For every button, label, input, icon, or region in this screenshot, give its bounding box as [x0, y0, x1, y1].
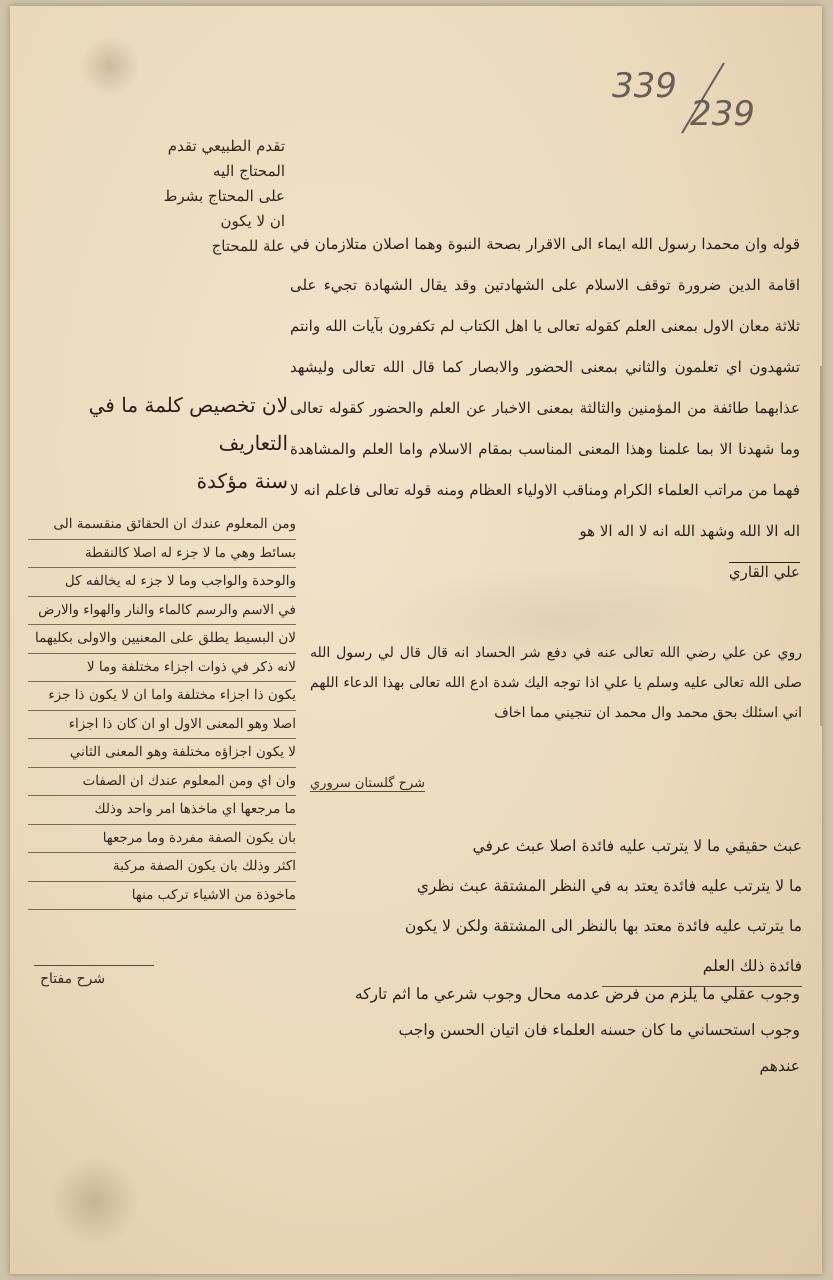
paper-stain — [80, 36, 140, 96]
margin-line: بان يكون الصفة مفردة وما مرجعها — [28, 825, 296, 854]
definition-line: فائدة ذلك العلم — [602, 946, 802, 987]
margin-line: يكون ذا اجزاء مختلفة واما ان لا يكون ذا جزء — [28, 682, 296, 711]
definition-line: ما لا يترتب عليه فائدة يعتد به في النظر المشتقة عبث نظري — [416, 877, 802, 895]
definition-line: ما يترتب عليه فائدة معتد بها بالنظر الى المشتقة ولكن لا يكون — [404, 917, 802, 935]
attribution: علي القاري — [728, 563, 800, 581]
margin-line: وان اي ومن المعلوم عندك ان الصفات — [28, 768, 296, 797]
folio-new: 239 — [690, 94, 755, 134]
note-line: تقدم الطبيعي تقدم المحتاج اليه — [167, 137, 285, 180]
margin-line: اكثر وذلك بان يكون الصفة مركبة — [28, 853, 296, 882]
note-line: لان تخصيص كلمة ما في التعاريف — [88, 393, 288, 455]
note-line: سنة مؤكدة — [196, 469, 288, 493]
margin-line: لا يكون اجزاؤه مختلفة وهو المعنى الثاني — [28, 739, 296, 768]
margin-line: لانه ذكر في ذوات اجزاء مختلفة وما لا — [28, 654, 296, 683]
paper-stain — [50, 1156, 140, 1246]
note-line: علة للمحتاج — [211, 237, 285, 255]
bottom-line: وجوب استحساني ما كان حسنه العلماء فان اتيان الحسن واجب — [398, 1021, 800, 1039]
bottom-line: عندهم — [759, 1057, 800, 1075]
source-text: شرح گلستان سروري — [310, 776, 426, 791]
main-text-block — [290, 224, 800, 593]
folio-number — [612, 58, 782, 148]
margin-line: ومن المعلوم عندك ان الحقائق منقسمة الى — [28, 511, 296, 540]
margin-line: بسائط وهي ما لا جزء له اصلا كالنقطة — [28, 540, 296, 569]
hadith-source — [310, 776, 425, 791]
bottom-line: وجوب عقلي ما يلزم من فرض عدمه محال وجوب شرعي ما اثم تاركه — [354, 985, 800, 1003]
main-paragraph: قوله وان محمدا رسول الله ايماء الى الاقرار بصحة النبوة وهما اصلان متلازمان في اقامة الدين ضرورة توقف الاسلام على الشهادتين وقد يقال الشهادة تجيء على ثلاثة معان الاول بمعنى العلم كقوله تعالى يا اهل الكتاب لم تكفرون بآيات الله وانتم تشهدون اي تعلمون والثاني بمعنى الحضور والابصار كما قال الله تعالى وليشهد عذابهما طائفة من المؤمنين والثالثة بمعنى الاخبار عن العلم والحضور كقوله تعالى وما شهدنا الا بما علمنا وهذا المعنى المناسب بمقام الاسلام واما العلم والمشاهدة فهما من مراتب العلماء الكرام ومناقب الاولياء العظام ومنه قوله تعالى فاعلم انه لا اله الا الله وشهد الله انه لا اله الا هو — [290, 235, 800, 540]
margin-line: والوحدة والواجب وما لا جزء له يخالفه كل — [28, 568, 296, 597]
bottom-block — [260, 976, 800, 1084]
margin-commentary — [28, 511, 296, 910]
signature-rule — [34, 965, 154, 966]
definition-line: عبث حقيقي ما لا يترتب عليه فائدة اصلا عبث عرفي — [472, 837, 802, 855]
edge-marks — [812, 366, 822, 726]
margin-line: ما مرجعها اي ماخذها امر واحد وذلك — [28, 796, 296, 825]
side-margin-note — [38, 386, 288, 500]
margin-line: لان البسيط يطلق على المعنيين والاولى بكليهما — [28, 625, 296, 654]
folio-old: 339 — [612, 66, 677, 106]
margin-signature — [40, 971, 105, 987]
manuscript-page — [10, 6, 822, 1274]
margin-line: اصلا وهو المعنى الاول او ان كان ذا اجزاء — [28, 711, 296, 740]
note-line: على المحتاج بشرط ان لا يكون — [163, 187, 285, 230]
margin-line: في الاسم والرسم كالماء والنار والهواء والارض — [28, 597, 296, 626]
margin-line: ماخوذة من الاشياء تركب منها — [28, 882, 296, 911]
signature-text: شرح مفتاح — [40, 971, 106, 987]
hadith-block — [310, 638, 802, 728]
definitions-block — [310, 826, 802, 987]
top-margin-note — [160, 134, 285, 259]
hadith-text: روي عن علي رضي الله تعالى عنه في دفع شر الحساد انه قال قال لي رسول الله صلى الله تعالى عليه وسلم يا علي اذا توجه اليك شدة ادع الله تعالى بهذا الدعاء اللهم اني اسئلك بحق محمد وال محمد ان تنجيني مما اخاف — [310, 645, 802, 721]
